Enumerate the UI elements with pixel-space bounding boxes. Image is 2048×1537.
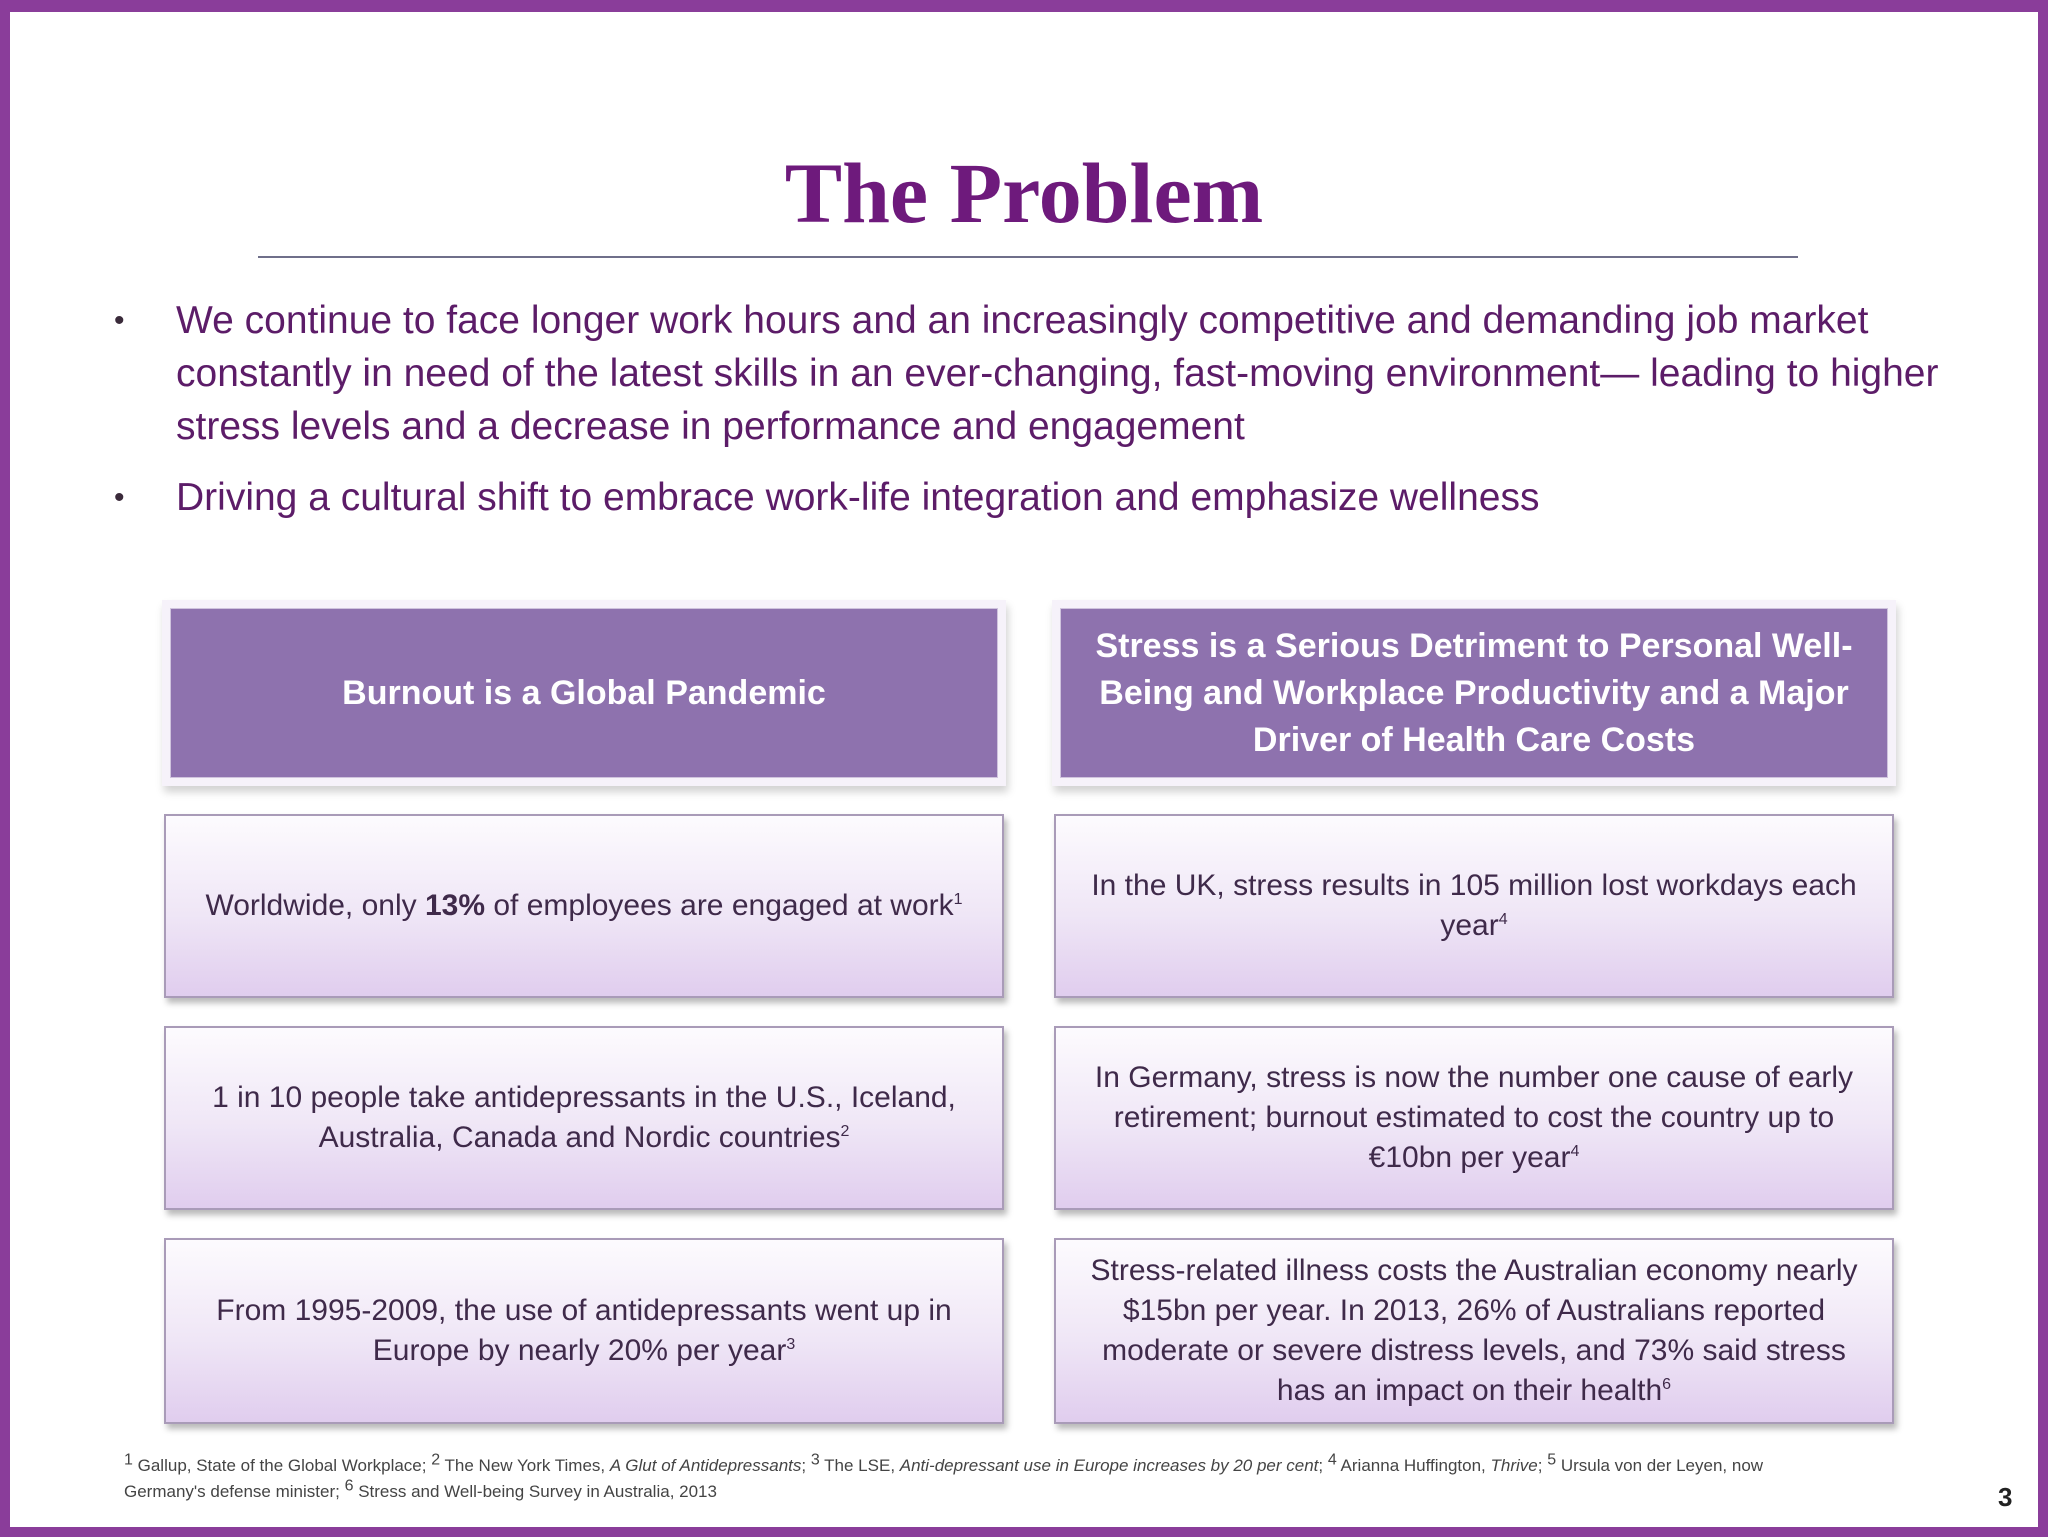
fact-text-part: Worldwide, only [205,889,425,922]
left-column-header [170,608,998,778]
footnote-text: Stress and Well-being Survey in Australia, 2013 [353,1482,717,1501]
slide-title: The Problem [784,145,1264,241]
fact-text [184,1078,984,1158]
footnote-text: Gallup, State of the Global Workplace; [132,1456,432,1475]
footnote-ref: 2 [840,1123,850,1140]
footnote-title: Thrive [1490,1456,1538,1475]
footnote-text: ; [801,1456,811,1475]
bullet-marker: • [114,481,125,514]
footnote-title: Anti-depressant use in Europe increases by 20 per cent [899,1456,1319,1475]
left-column-header-text: Burnout is a Global Pandemic [342,673,826,712]
title-divider [258,256,1798,258]
fact-text-part: 1 in 10 people take antidepressants in the U.S., Iceland, Australia, Canada and Nordic countries [212,1081,956,1154]
fact-card-antidepressants [164,1026,1004,1210]
fact-card-europe-usage [164,1238,1004,1424]
footnotes [124,1453,1844,1505]
page-number: 3 [1998,1482,2013,1512]
bullet-list [106,294,1946,542]
footnote-number: 5 [1547,1451,1557,1469]
footnote-number: 3 [810,1451,820,1469]
footnote-number: 1 [124,1451,133,1469]
bullet-item [106,294,1946,453]
fact-card-uk-workdays [1054,814,1894,998]
footnote-text: Ursula von der Leyen, now Germany's defense minister; [124,1456,1764,1501]
fact-text-part: In the UK, stress results in 105 million lost workdays each year [1091,869,1857,942]
footnote-ref: 4 [1570,1143,1580,1160]
footnote-text: The New York Times, [440,1456,610,1475]
fact-card-engagement [164,814,1004,998]
footnote-ref: 4 [1498,911,1508,928]
footnote-text: ; [1537,1456,1548,1475]
bullet-text: We continue to face longer work hours and an increasingly competitive and demanding job market constantly in need of the latest skills in an ever-changing, fast-moving environment— leading to higher stress levels and a decrease in performance and engagement [176,299,1939,448]
bullet-item [106,471,1946,524]
fact-card-germany-retirement [1054,1026,1894,1210]
fact-text [1074,866,1874,946]
fact-text [1074,1058,1874,1178]
fact-text [184,1291,984,1371]
fact-card-australia-costs [1054,1238,1894,1424]
footnote-number: 2 [431,1451,441,1469]
footnote-text: The LSE, [819,1456,900,1475]
fact-text-part: From 1995-2009, the use of antidepressants went up in Europe by nearly 20% per year [216,1294,952,1367]
right-column-header [1060,608,1888,778]
bullet-marker: • [114,304,125,337]
fact-text-part: In Germany, stress is now the number one cause of early retirement; burnout estimated to cost the country up to €10bn per year [1094,1061,1854,1174]
footnote-text: Arianna Huffington, [1336,1456,1491,1475]
footnote-ref: 3 [786,1336,796,1353]
fact-highlight: 13% [424,889,486,922]
footnote-number: 6 [344,1477,354,1495]
footnote-ref: 6 [1662,1376,1672,1393]
footnote-title: A Glut of Antidepressants [609,1456,802,1475]
footnote-ref: 1 [953,891,963,908]
bullet-text: Driving a cultural shift to embrace work-life integration and emphasize wellness [176,476,1540,519]
right-column-header-text: Stress is a Serious Detriment to Personal Well-Being and Workplace Productivity and a Major Driver of Health Care Costs [1095,626,1853,759]
footnote-text: ; [1318,1456,1328,1475]
fact-text-part: of employees are engaged at work [485,889,954,922]
fact-text-part: Stress-related illness costs the Australian economy nearly $15bn per year. In 2013, 26% of Australians reported moderate or severe distress levels, and 73% said stress has an impact on their health [1090,1254,1858,1407]
fact-text [1074,1251,1874,1411]
footnote-number: 4 [1327,1451,1337,1469]
fact-text [205,886,962,926]
